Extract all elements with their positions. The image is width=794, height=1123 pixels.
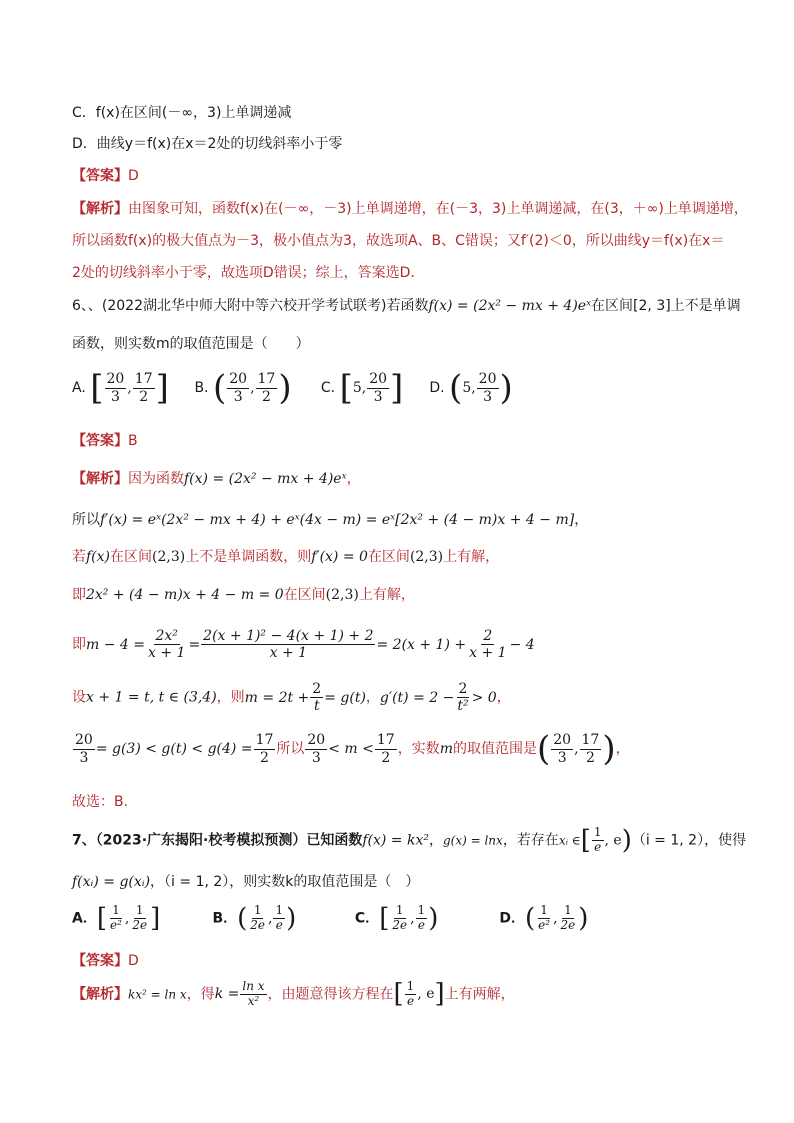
left-bracket: [ bbox=[580, 825, 591, 856]
answer-value: B bbox=[128, 433, 138, 449]
q6-analysis-step1: 【解析】因为函数f(x) = (2x² − mx + 4)eˣ， bbox=[72, 471, 361, 487]
fraction: $\frac{\text{2(x + 1)² − 4(x + 1) + 2}}{x + 1}$ bbox=[203, 628, 374, 662]
fraction: $\frac{2}{t}$ bbox=[312, 681, 322, 715]
fraction: $\frac{17}{2}$ bbox=[134, 371, 153, 405]
fraction: $\frac{17}{2}$ bbox=[581, 732, 600, 766]
analysis-tag: 【解析】 bbox=[72, 201, 128, 217]
analysis-tag: 【解析】 bbox=[72, 471, 128, 487]
left-bracket: [ bbox=[90, 368, 104, 408]
left-bracket: [ bbox=[339, 368, 353, 408]
q5-analysis-line3: 2处的切线斜率小于零，故选项D错误；综上，答案选D． bbox=[72, 265, 425, 281]
fraction: $\frac{20}{3}$ bbox=[369, 371, 388, 405]
q6-options bbox=[72, 368, 513, 408]
right-paren: ) bbox=[278, 368, 292, 408]
q6-stem-line1 bbox=[72, 295, 741, 315]
q6-option-c: C. [5, $\frac{20}{3}$ ] bbox=[320, 368, 404, 408]
q6-option-d: D. (5, $\frac{20}{3}$ ) bbox=[429, 368, 513, 408]
q6-analysis-step7: $\frac{20}{3}$ = g(3) < g(t) < g(4) = $\frac{17}{2}$ 所以 $\frac{20}{3}$ < m < $\frac{17}{2}$ ，实数m的取值范围是( $\frac{20}{3}$ , $\frac{17}{2}$ )， bbox=[75, 729, 630, 769]
right-bracket: ] bbox=[390, 368, 404, 408]
q6-stem-line2: 函数，则实数m的取值范围是（ ） bbox=[72, 336, 310, 352]
fraction: $\frac{20}{3}$ bbox=[75, 732, 93, 766]
right-paren: ) bbox=[602, 729, 616, 769]
q5-answer bbox=[72, 165, 139, 185]
right-bracket: ] bbox=[155, 368, 169, 408]
left-paren: ( bbox=[449, 368, 463, 408]
answer-tag: 【答案】 bbox=[72, 953, 128, 969]
option-label: B. bbox=[194, 380, 209, 396]
fraction: $\frac{\text{2x²}}{x + 1}$ bbox=[148, 628, 186, 662]
fraction: $\frac{17}{2}$ bbox=[257, 371, 276, 405]
q7-option-a: A．[ $\frac{1}{\text{e²}}$ , $\frac{1}{2e}$ ] bbox=[72, 903, 161, 934]
q6-option-b: B. ( $\frac{20}{3}$ , $\frac{17}{2}$ ) bbox=[194, 368, 292, 408]
q5-analysis-line1 bbox=[72, 198, 748, 218]
analysis-tag: 【解析】 bbox=[72, 986, 128, 1003]
left-paren: ( bbox=[212, 368, 227, 408]
fraction: $\frac{2}{x + 1}$ bbox=[469, 628, 507, 662]
fraction: $\frac{20}{3}$ bbox=[307, 732, 326, 766]
option-label: C. bbox=[320, 380, 336, 396]
q6-analysis-step3: 若f(x)在区间(2,3)上不是单调函数，则f′(x) = 0在区间(2,3)上有解， bbox=[72, 549, 500, 565]
q6-analysis-step5: 即m − 4 = $\frac{\text{2x²}}{x + 1}$ = $\frac{\text{2(x + 1)² − 4(x + 1) + 2}}{x + 1}$ = 2(x + 1) + $\frac{2}{x + 1}$ − 4 bbox=[72, 628, 535, 662]
q6-answer bbox=[72, 430, 138, 450]
q6-conclusion: 故选：B. bbox=[72, 794, 129, 810]
q6-stem-prefix: 6、、(2022湖北华中师大附中等六校开学考试联考)若函数 bbox=[72, 298, 429, 314]
q5-option-c: C．f(x)在区间(－∞，3)上单调递减 bbox=[72, 105, 292, 121]
fraction: $\frac{17}{2}$ bbox=[255, 732, 274, 766]
analysis-text: 由图象可知，函数f(x)在(－∞，－3)上单调递增，在(－3，3)上单调递减，在(3，＋∞)上单调递增， bbox=[128, 201, 748, 217]
fraction: $\frac{1}{e}$ bbox=[593, 825, 602, 854]
fraction: $\frac{2}{\text{t²}}$ bbox=[457, 681, 469, 715]
q6-stem-function: f(x) = (2x² − mx + 4)eˣ bbox=[428, 298, 592, 314]
q7-options bbox=[72, 904, 588, 933]
q5-analysis-line2: 所以函数f(x)的极大值点为－3，极小值点为3，故选项A、B、C错误；又f′(2)＜0，所以曲线y＝f(x)在x＝ bbox=[72, 233, 725, 249]
fraction: $\frac{20}{3}$ bbox=[229, 371, 248, 405]
answer-tag: 【答案】 bbox=[72, 168, 128, 184]
q6-analysis-step4: 即2x² + (4 − m)x + 4 − m = 0在区间(2,3)上有解， bbox=[72, 587, 415, 603]
left-paren: ( bbox=[536, 729, 551, 769]
fraction: $\frac{17}{2}$ bbox=[376, 732, 395, 766]
q7-answer bbox=[72, 950, 139, 970]
fraction: $\frac{20}{3}$ bbox=[478, 371, 497, 405]
right-paren: ) bbox=[499, 368, 513, 408]
answer-value: D bbox=[128, 953, 139, 969]
q5-option-d: D．曲线y＝f(x)在x＝2处的切线斜率小于零 bbox=[72, 136, 343, 152]
q7-stem-line1: 7、（2023·广东揭阳·校考模拟预测）已知函数f(x) = kx²，g(x) = lnx，若存在xᵢ ∈[ $\frac{1}{e}$ , e)（i = 1, 2），使得 bbox=[72, 825, 747, 856]
q6-analysis-step2: 所以f′(x) = eˣ(2x² − mx + 4) + eˣ(4x − m) = eˣ[2x² + (4 − m)x + 4 − m]， bbox=[72, 512, 589, 528]
fraction: $\frac{20}{3}$ bbox=[106, 371, 125, 405]
q7-option-d: D．( $\frac{1}{\text{e²}}$ , $\frac{1}{2e}$ ) bbox=[499, 903, 589, 934]
right-paren: ) bbox=[621, 825, 632, 856]
q7-option-b: B．( $\frac{1}{2e}$ , $\frac{1}{e}$ ) bbox=[212, 903, 297, 934]
option-label: D. bbox=[429, 380, 445, 396]
answer-value: D bbox=[128, 168, 139, 184]
fraction: $\frac{20}{3}$ bbox=[553, 732, 572, 766]
q6-analysis-step6: 设x + 1 = t, t ∈ (3,4)，则m = 2t + $\frac{2}{t}$ = g(t)，g′(t) = 2 − $\frac{2}{\text{t²}}$ > 0， bbox=[72, 681, 511, 715]
q6-option-a: A. [ $\frac{20}{3}$ , $\frac{17}{2}$ ] bbox=[72, 368, 169, 408]
q7-analysis-line1: 【解析】kx² = ln x，得k = $\frac{\text{ln x}}{\text{x²}}$ ，由题意得该方程在[ $\frac{1}{e}$ , e]上有两解， bbox=[72, 979, 515, 1010]
option-label: A. bbox=[72, 380, 86, 396]
q7-stem-line2: f(xᵢ) = g(xᵢ)，（i = 1, 2），则实数k的取值范围是（ ） bbox=[72, 874, 420, 890]
q7-option-c: C．[ $\frac{1}{2e}$ , $\frac{1}{e}$ ) bbox=[354, 903, 439, 934]
answer-tag: 【答案】 bbox=[72, 433, 128, 449]
q6-stem-suffix: 在区间[2, 3]上不是单调 bbox=[591, 298, 741, 314]
